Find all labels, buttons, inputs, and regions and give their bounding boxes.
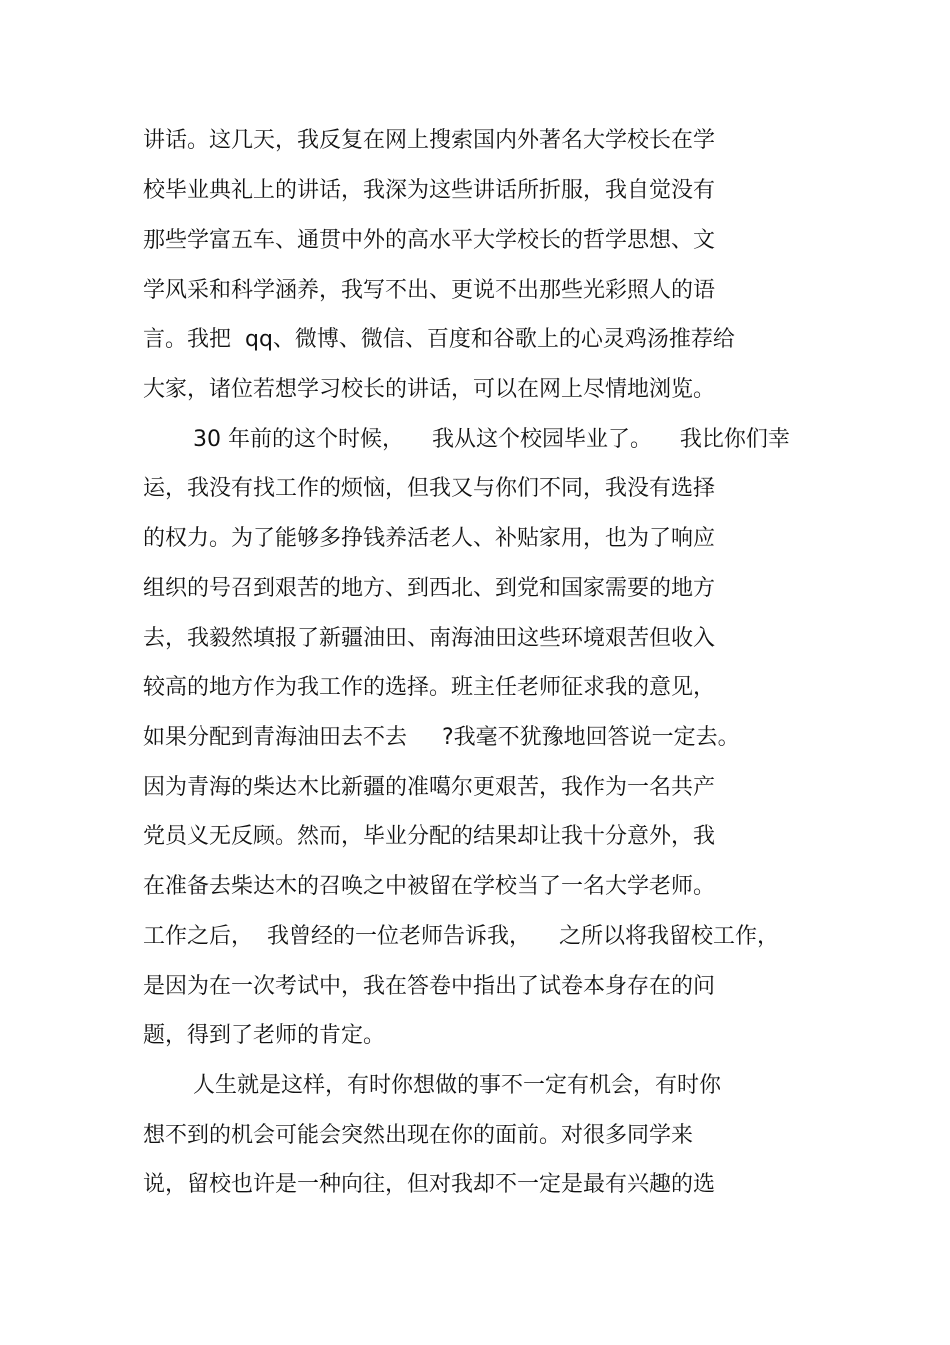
text-line-21: 想不到的机会可能会突然出现在你的面前。对很多同学来 xyxy=(143,1123,694,1148)
text-line-3: 那些学富五车、通贯中外的高水平大学校长的哲学思想、文 xyxy=(143,228,716,253)
text-line-10: 组织的号召到艰苦的地方、到西北、到党和国家需要的地方 xyxy=(143,576,716,601)
text-line-17: 工作之后， 我曾经的一位老师告诉我， 之所以将我留校工作， xyxy=(143,924,779,949)
text-line-22: 说，留校也许是一种向往，但对我却不一定是最有兴趣的选 xyxy=(143,1172,716,1197)
text-line-14: 因为青海的柴达木比新疆的准噶尔更艰苦，我作为一名共产 xyxy=(143,775,716,800)
text-line-4: 学风采和科学涵养，我写不出、更说不出那些光彩照人的语 xyxy=(143,278,716,303)
text-line-6: 大家，诸位若想学习校长的讲话，可以在网上尽情地浏览。 xyxy=(143,377,716,402)
text-line-19: 题，得到了老师的肯定。 xyxy=(143,1023,386,1048)
text-line-1: 讲话。这几天，我反复在网上搜索国内外著名大学校长在学 xyxy=(143,128,716,153)
text-line-20: 人生就是这样，有时你想做的事不一定有机会，有时你 xyxy=(193,1073,722,1098)
text-line-2: 校毕业典礼上的讲话，我深为这些讲话所折服，我自觉没有 xyxy=(143,178,716,203)
text-line-18: 是因为在一次考试中，我在答卷中指出了试卷本身存在的问 xyxy=(143,974,716,999)
text-line-5: 言。我把 qq、微博、微信、百度和谷歌上的心灵鸡汤推荐给 xyxy=(143,327,735,352)
text-line-7: 30 年前的这个时候， 我从这个校园毕业了。 我比你们幸 xyxy=(193,427,790,452)
text-line-8: 运，我没有找工作的烦恼，但我又与你们不同，我没有选择 xyxy=(143,476,716,501)
text-line-9: 的权力。为了能够多挣钱养活老人、补贴家用，也为了响应 xyxy=(143,526,716,551)
text-line-16: 在准备去柴达木的召唤之中被留在学校当了一名大学老师。 xyxy=(143,874,716,899)
text-line-12: 较高的地方作为我工作的选择。班主任老师征求我的意见， xyxy=(143,675,716,700)
text-line-15: 党员义无反顾。然而，毕业分配的结果却让我十分意外，我 xyxy=(143,824,716,849)
text-line-11: 去，我毅然填报了新疆油田、南海油田这些环境艰苦但收入 xyxy=(143,626,716,651)
text-line-13: 如果分配到青海油田去不去 ?我毫不犹豫地回答说一定去。 xyxy=(143,725,740,750)
